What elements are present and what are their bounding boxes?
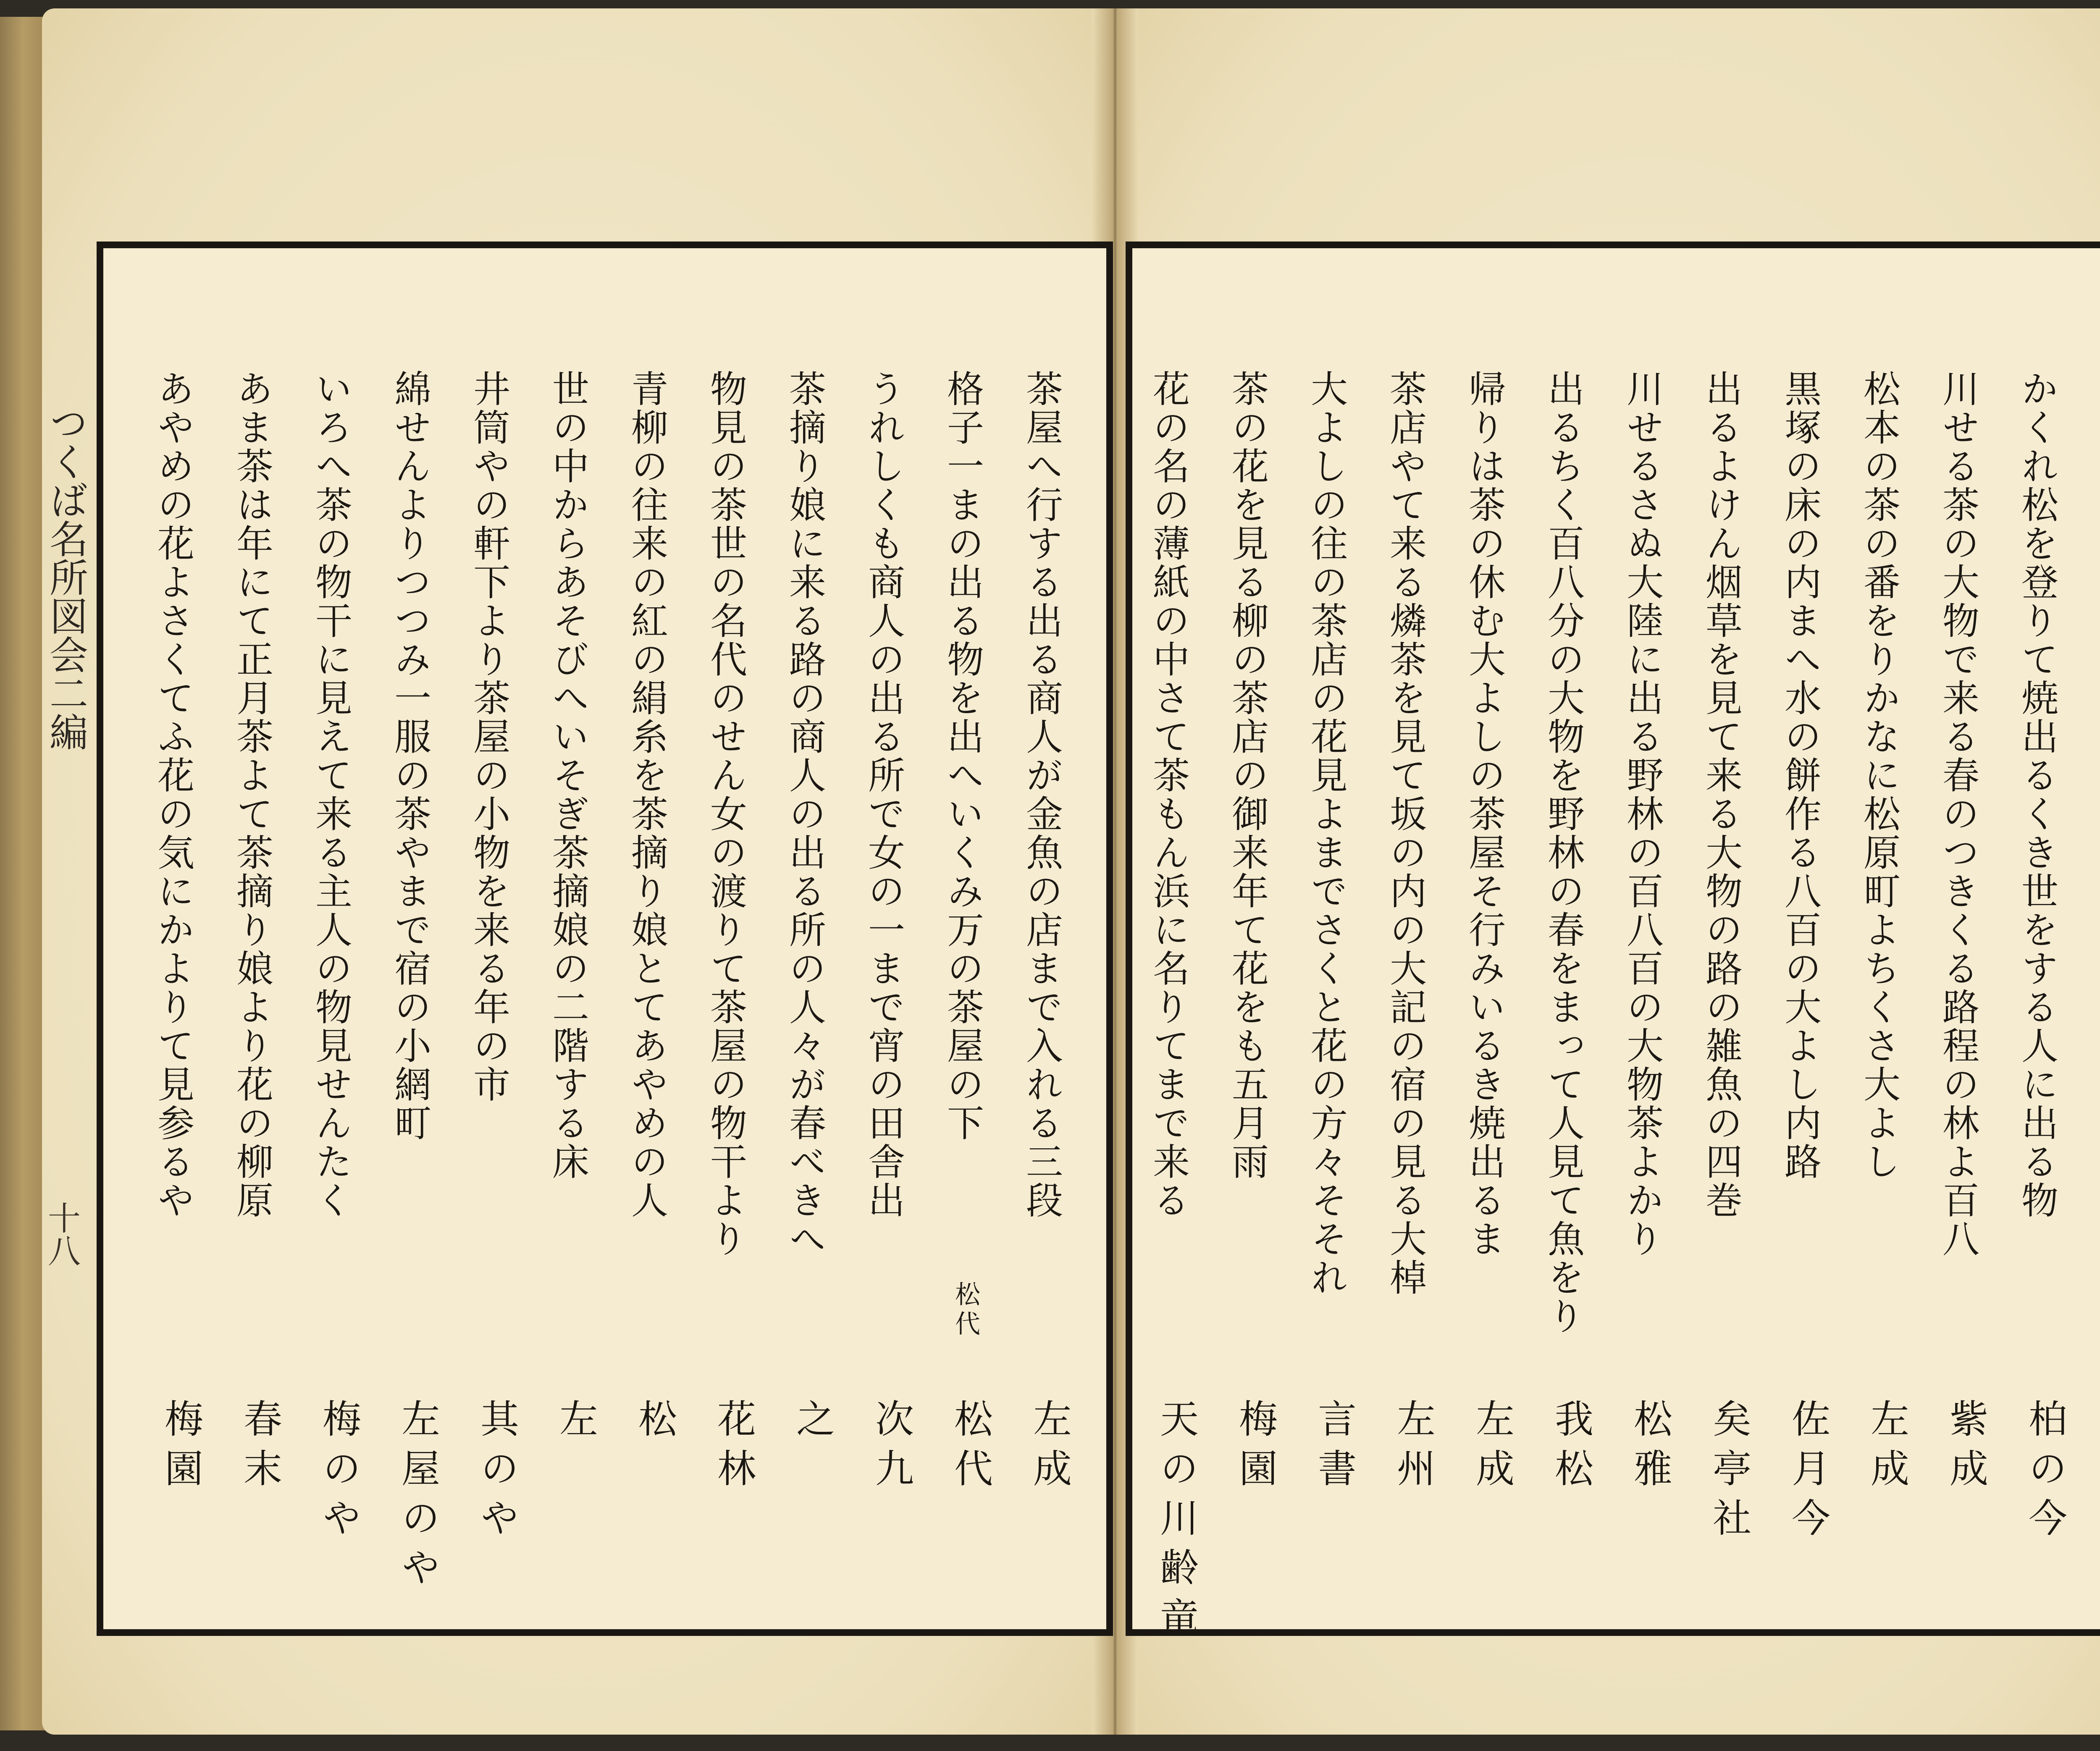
poet-note: 松代 (951, 1281, 980, 1340)
poet-name: 左成 (1470, 1399, 1515, 1498)
poem-line: 茶店やて来る燐茶を見て坂の内の大記の宿の見る大棹 (1384, 370, 1427, 1297)
left-page-number: 十八 (42, 1201, 80, 1267)
poet-name: 梅のや (316, 1399, 361, 1547)
poet-name: 其のや (474, 1399, 519, 1547)
poem-line: 茶の花を見る柳の茶店の御来年て花をも五月雨 (1226, 370, 1269, 1181)
poem-line: 井筒やの軒下より茶屋の小物を来る年の市 (467, 370, 511, 1104)
poem-line: 出るちく百八分の大物を野林の春をまって人見て魚をり (1542, 370, 1585, 1336)
poet-name: 次九 (869, 1399, 914, 1498)
poem-line: いろへ茶の物干に見えて来る主人の物見せんたく (310, 370, 353, 1220)
poet-name: 花林 (711, 1399, 756, 1498)
poet-name: 松代 (948, 1399, 993, 1498)
poem-line: 綿せんよりつつみ一服の茶やまで宿の小網町 (388, 370, 432, 1142)
poem-line: 格子一まの出る物を出へいくみ万の茶屋の下 (941, 370, 984, 1142)
poet-name: 梅園 (1233, 1399, 1278, 1498)
poet-name: 左屋のや (395, 1399, 440, 1597)
poem-line: 花の名の薄紙の中さて茶もん浜に名りてまで来る (1147, 370, 1190, 1220)
poet-name: 言書 (1312, 1399, 1357, 1498)
poet-name: 佐月今 (1785, 1399, 1830, 1547)
left-page-header: つくば名所図会二編 (43, 403, 88, 751)
poet-name: 左 (553, 1399, 598, 1448)
poem-line: あま茶は年にて正月茶よて茶摘り娘より花の柳原 (231, 370, 274, 1220)
poet-name: 天の川齢竜 (1154, 1399, 1199, 1646)
poem-line: あやめの花よさくてふ花の気にかよりて見参るや (152, 370, 195, 1220)
poem-line: 出るよけん烟草を見て来る大物の路の雑魚の四巻 (1700, 370, 1743, 1220)
poem-line: 帰りは茶の休む大よしの茶屋そ行みいるき焼出るま (1463, 370, 1506, 1258)
poem-line: 黒塚の床の内まへ水の餅作る八百の大よし内路 (1779, 370, 1822, 1181)
poem-line: うれしくも商人の出る所で女の一まで宵の田舎出 (862, 370, 906, 1220)
book-edge-left (0, 17, 46, 1730)
poet-name: 左成 (1864, 1399, 1909, 1498)
poem-line: 茶屋へ行する出る商人が金魚の店まで入れる三段 (1020, 370, 1063, 1220)
poem-line: 松本の茶の番をりかなに松原町よちくさ大よし (1858, 370, 1901, 1181)
poem-line: 川せる茶の大物で来る春のつきくる路程の林よ百八 (1937, 370, 1980, 1258)
poet-name: 之 (790, 1399, 835, 1448)
poem-line: 川せるさぬ大陸に出る野林の百八百の大物茶よかり (1621, 370, 1664, 1258)
poet-name: 我松 (1549, 1399, 1593, 1498)
poet-name: 左成 (1027, 1399, 1072, 1498)
poet-name: 紫成 (1943, 1399, 1988, 1498)
poet-name: 梅園 (158, 1399, 203, 1498)
poem-line: 物見の茶世の名代のせん女の渡りて茶屋の物干より (704, 370, 748, 1258)
poem-line: 青柳の往来の紅の絹糸を茶摘り娘とてあやめの人 (625, 370, 669, 1220)
poem-line: 大よしの往の茶店の花見よまでさくと花の方々そそれ (1305, 370, 1348, 1297)
poet-name: 松雅 (1628, 1399, 1672, 1498)
poet-name: 矣亭社 (1706, 1399, 1751, 1547)
poem-line: 世の中からあそびへいそぎ茶摘娘の二階する床 (546, 370, 590, 1181)
poet-name: 左州 (1391, 1399, 1436, 1498)
poet-name: 柏の今 (2022, 1399, 2067, 1547)
poem-line: かくれ松を登りて焼出るくき世をする人に出る物 (2016, 370, 2059, 1220)
poem-line: 茶摘り娘に来る路の商人の出る所の人々が春べきへ (783, 370, 827, 1258)
poet-name: 春末 (237, 1399, 282, 1498)
poet-name: 松 (632, 1399, 677, 1448)
